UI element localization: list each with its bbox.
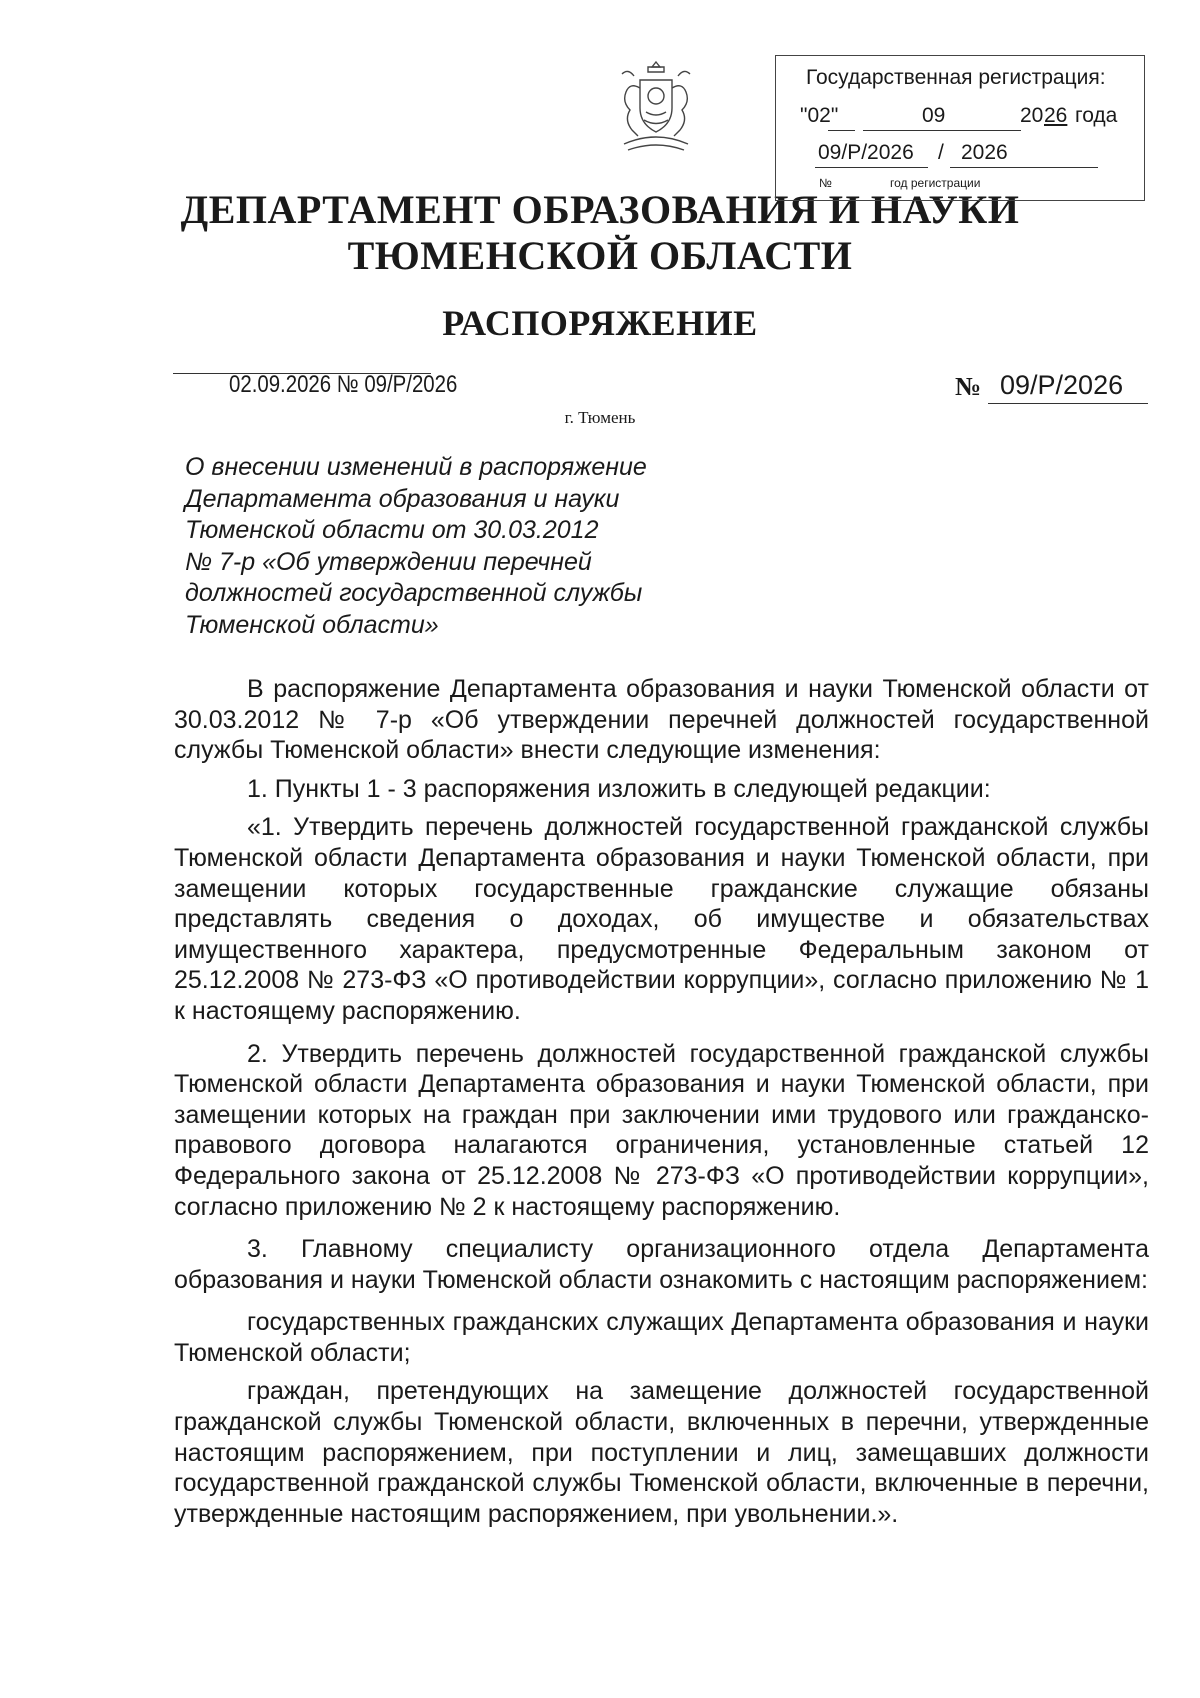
- body-paragraph: 1. Пункты 1 - 3 распоряжения изложить в следующей редакции:: [247, 774, 991, 803]
- body-paragraph: 3. Главному специалисту организационного отдела Департамента образования и науки Тюменской области ознакомить с настоящим распоряжением:: [174, 1235, 1149, 1294]
- document-number: 09/P/2026: [1000, 370, 1124, 400]
- document-type-heading: РАСПОРЯЖЕНИЕ: [442, 303, 758, 343]
- body-paragraph: государственных гражданских служащих Департамента образования и науки Тюменской области;: [174, 1308, 1149, 1367]
- subject-line: № 7-р «Об утверждении перечней: [185, 547, 592, 576]
- subject-line: Тюменской области»: [185, 610, 439, 639]
- number-label: №: [955, 372, 982, 401]
- registration-year-prefix: 20: [1020, 104, 1044, 127]
- document-body: [174, 674, 1149, 1537]
- subject-line: должностей государственной службы: [185, 579, 643, 607]
- registration-separator: /: [938, 141, 944, 164]
- registration-day: "02": [800, 104, 839, 127]
- coat-of-arms-emblem: [614, 58, 698, 154]
- body-paragraph: В распоряжение Департамента образования и науки Тюменской области от 30.03.2012 № 7-р «Об утверждении перечней должностей государственной службы Тюменской области» внести следующие изменения:: [174, 675, 1149, 765]
- registration-number: 09/P/2026: [818, 141, 914, 164]
- registration-year-suffix: 26: [1044, 104, 1068, 127]
- subject-line: Департамента образования и науки: [185, 484, 620, 513]
- registration-year: 2026: [961, 141, 1008, 164]
- body-paragraph: 2. Утвердить перечень должностей государственной гражданской службы Тюменской области Департамента образования и науки Тюменской области, при замещении которых на граждан при заключении ими трудового или гражданско-правового договора налагаются ограничения, установленные статьей 12 Федерального закона от 25.12.2008 № 273-ФЗ «О противодействии коррупции», согласно приложению № 2 к настоящему распоряжению.: [174, 1039, 1149, 1221]
- number-underline: [988, 403, 1148, 404]
- registration-stamp-box: [775, 55, 1145, 201]
- registration-month: 09: [922, 104, 946, 127]
- body-paragraph: «1. Утвердить перечень должностей государственной гражданской службы Тюменской области Департамента образования и науки Тюменской области, при замещении которых государственные гражданские служащие обязаны представлять сведения о доходах, об имуществе и обязательствах имущественного характера, предусмотренные Федеральным законом от 25.12.2008 № 273-ФЗ «О противодействии коррупции», согласно приложению № 1 к настоящему распоряжению.: [174, 813, 1149, 1025]
- registration-number-caption: №: [819, 176, 832, 190]
- subject-line: О внесении изменений в распоряжение: [185, 453, 647, 481]
- department-name-line1: ДЕПАРТАМЕНТ ОБРАЗОВАНИЯ И НАУКИ: [180, 187, 1020, 232]
- registration-title: Государственная регистрация:: [806, 66, 1106, 89]
- registration-year-caption: год регистрации: [890, 176, 981, 190]
- city: г. Тюмень: [564, 408, 636, 427]
- body-paragraph: граждан, претендующих на замещение должностей государственной гражданской службы Тюменской области, включенных в перечни, утвержденные настоящим распоряжением, при поступлении и лиц, замещавших должности государственной гражданской службы Тюменской области, включенные в перечни, утвержденные настоящим распоряжением, при увольнении.».: [174, 1377, 1149, 1528]
- document-subject: [185, 452, 745, 641]
- department-name-line2: ТЮМЕНСКОЙ ОБЛАСТИ: [347, 233, 853, 278]
- subject-line: Тюменской области от 30.03.2012: [185, 516, 599, 544]
- registration-year-word: года: [1075, 104, 1118, 127]
- document-date-number: 02.09.2026 № 09/P/2026: [229, 371, 458, 398]
